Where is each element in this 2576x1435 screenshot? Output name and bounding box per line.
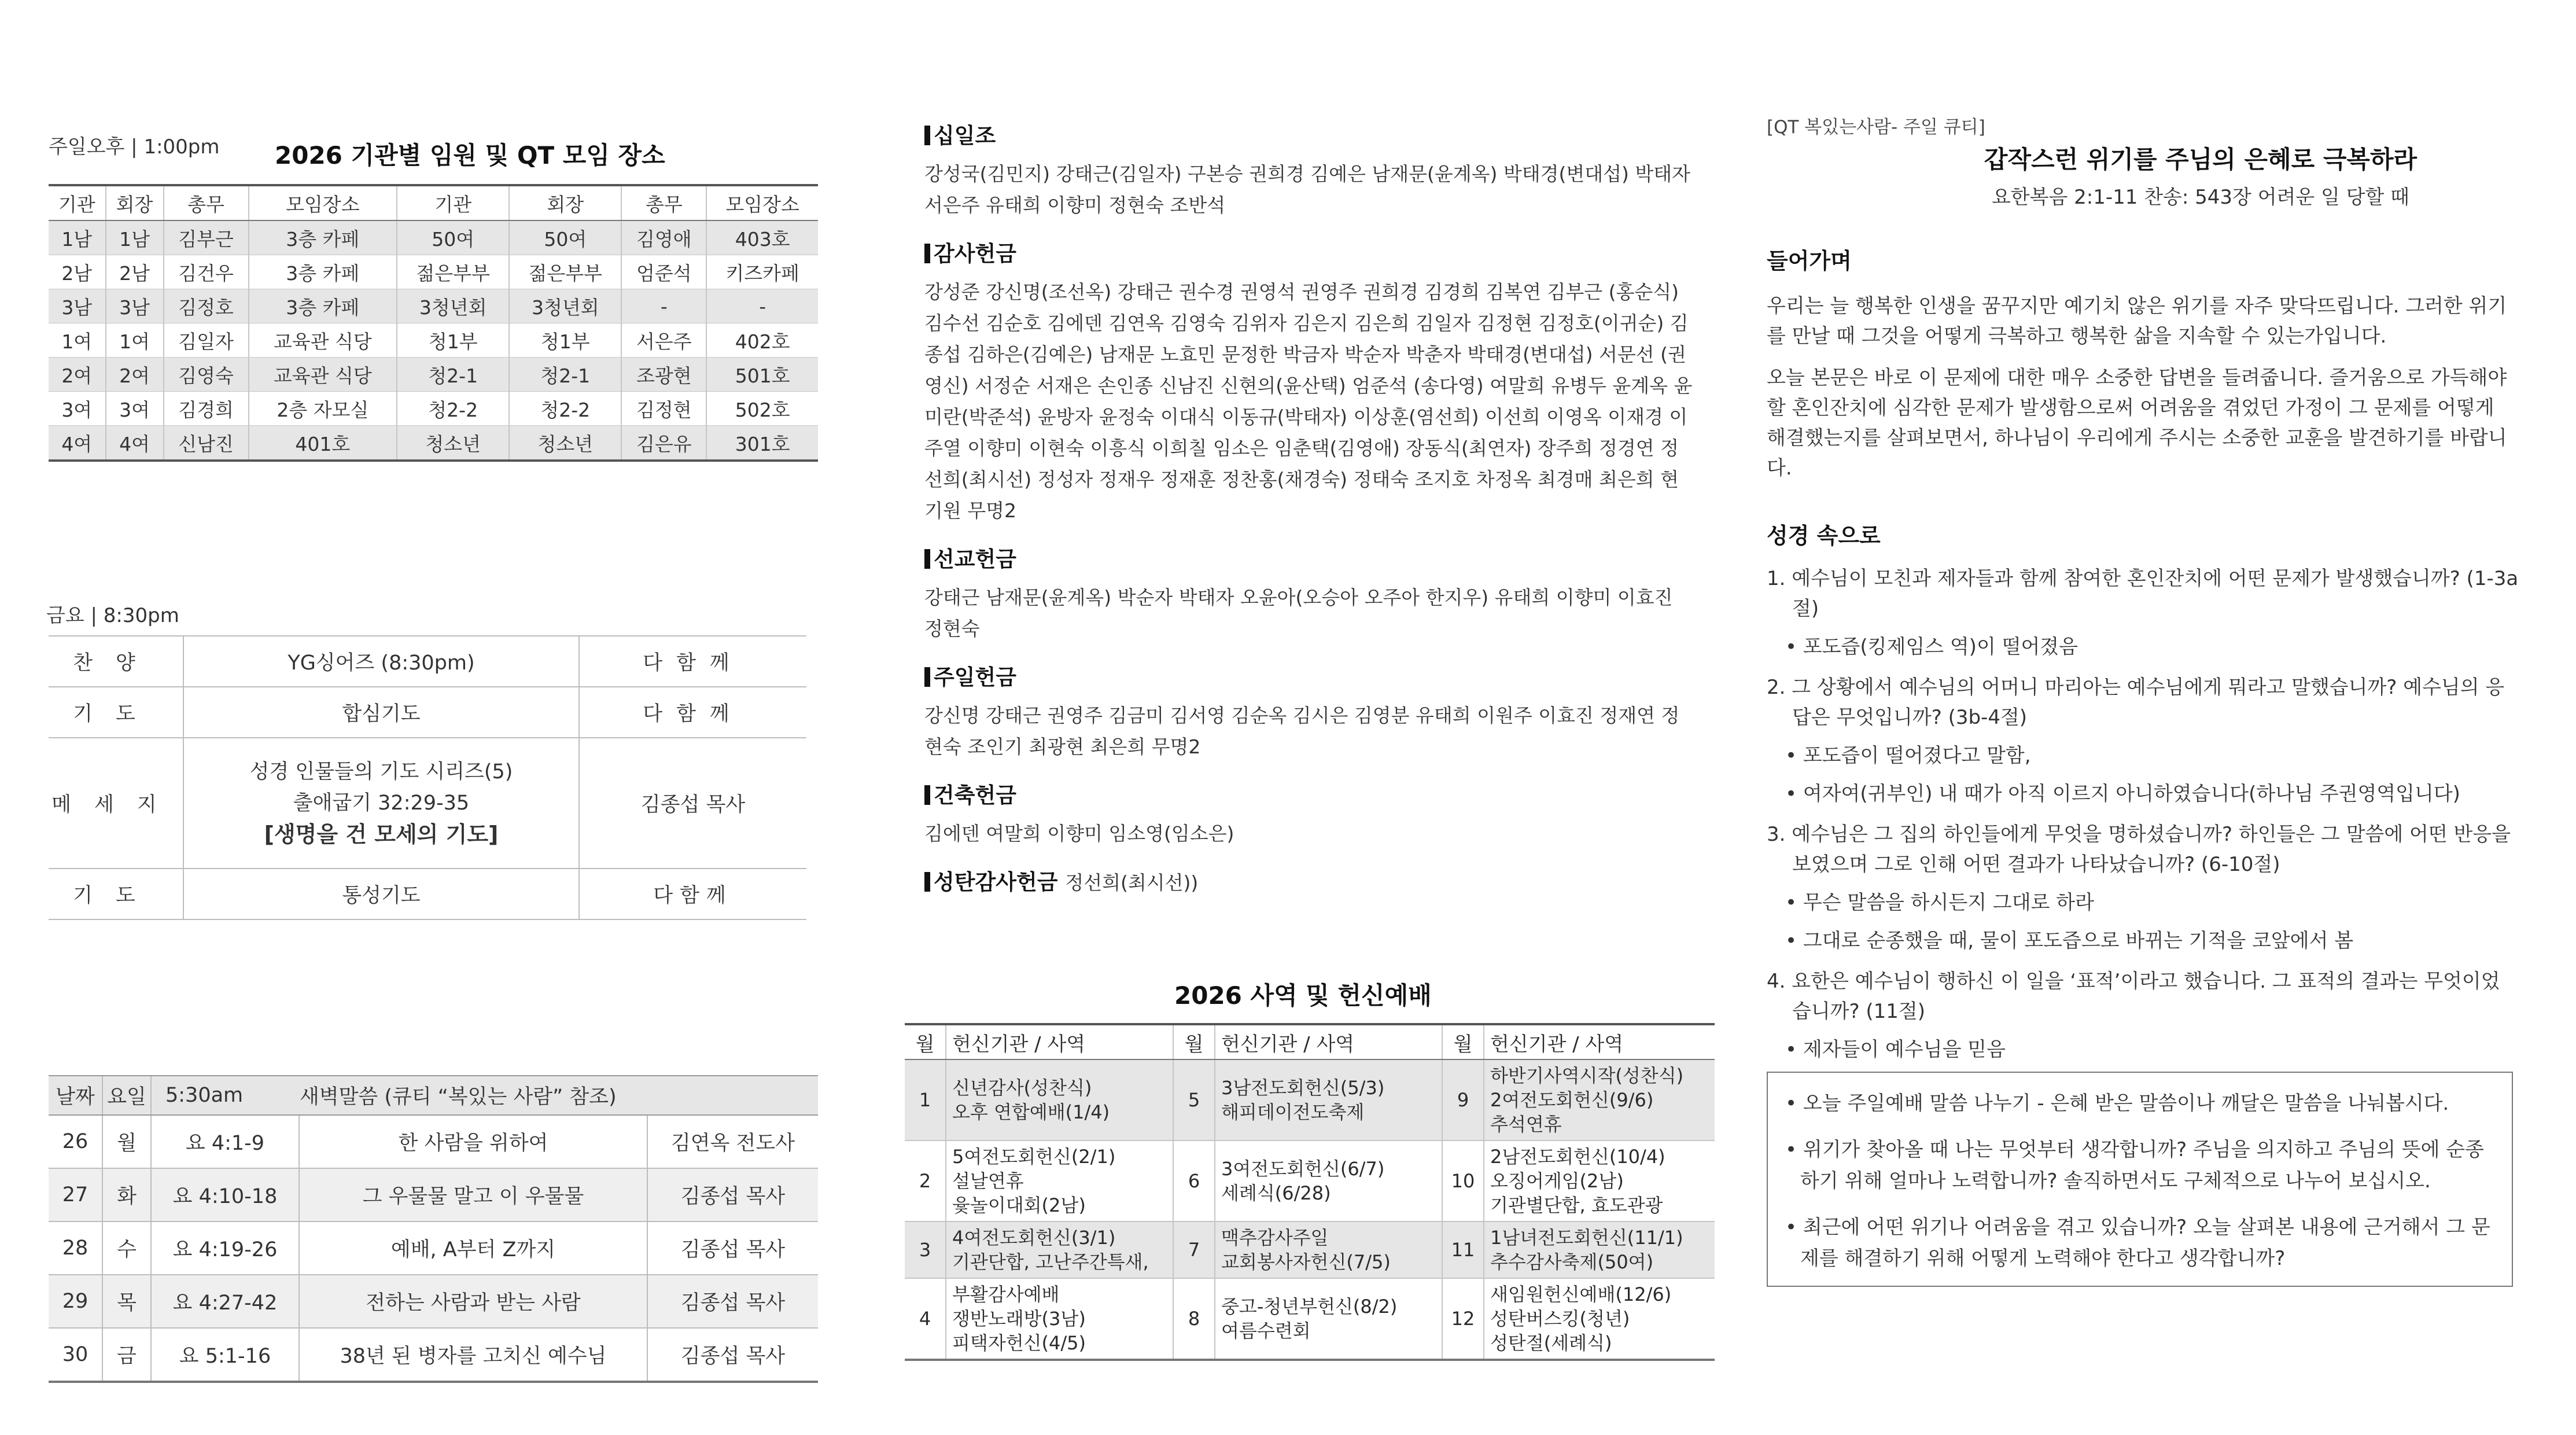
ministry-event: 추석연휴 [1490, 1113, 1562, 1135]
dawn-header [647, 1076, 818, 1115]
friday-row [49, 687, 806, 738]
ministry-event: 3여전도회헌신(6/7) [1221, 1158, 1385, 1180]
ministry-title: 2026 사역 및 헌신예배 [1174, 981, 1432, 1010]
ministry-events [1484, 1059, 1715, 1140]
friday-row [49, 636, 806, 687]
ministry-events [1215, 1278, 1442, 1360]
answer: • 포도즙(킹제임스 역)이 떨어졌음 [1785, 635, 2078, 658]
officers-cell: 김정현 [621, 392, 706, 426]
dawn-table [49, 1075, 818, 1383]
offering-names: 김에덴 여말희 이향미 임소영(임소은) [924, 822, 1234, 845]
officers-header: 회장 [509, 185, 621, 220]
officers-cell: 조광현 [621, 358, 706, 392]
ministry-events [1215, 1059, 1442, 1140]
officers-header: 총무 [621, 185, 706, 220]
dawn-cell: 요 4:1-9 [151, 1115, 299, 1168]
officers-cell: 3청년회 [397, 289, 509, 323]
friday-person: 다함께 [579, 636, 806, 687]
ministry-event: 윷놀이대회(2남) [952, 1194, 1086, 1216]
officers-cell: 김은유 [621, 426, 706, 461]
friday-label: 기도 [49, 869, 183, 919]
ministry-event: 1남녀전도회헌신(11/1) [1490, 1227, 1683, 1249]
friday-label: 찬양 [49, 636, 183, 687]
ministry-event: 성탄절(세례식) [1490, 1332, 1612, 1354]
ministry-month: 7 [1173, 1221, 1215, 1278]
ministry-header: 월 [1173, 1024, 1215, 1059]
ministry-header: 헌신기관 / 사역 [1484, 1024, 1715, 1059]
ministry-event: 3남전도회헌신(5/3) [1221, 1077, 1385, 1099]
officers-cell: 3층 카페 [249, 289, 397, 323]
officers-header: 모임장소 [706, 185, 818, 220]
officers-cell: 청소년 [509, 426, 621, 461]
ministry-event: 5여전도회헌신(2/1) [952, 1146, 1116, 1168]
officers-cell: 2남 [49, 255, 106, 289]
officers-row [49, 323, 818, 358]
dawn-cell: 30 [49, 1328, 102, 1382]
dawn-cell: 김종섭 목사 [647, 1275, 818, 1328]
ministry-month: 10 [1442, 1140, 1484, 1221]
officers-cell: 3청년회 [509, 289, 621, 323]
officers-cell: 3층 카페 [249, 220, 397, 255]
offering-heading: 성탄감사헌금 정선희(최시선)) [924, 864, 1694, 896]
friday-label: 메세지 [49, 738, 183, 869]
officers-cell: - [706, 289, 818, 323]
dawn-cell: 29 [49, 1275, 102, 1328]
dawn-row [49, 1221, 818, 1275]
question: 4. 요한은 예수님이 행하신 이 일을 ‘표적’이라고 했습니다. 그 표적의 결과는 무엇이었습니까? (11절) [1767, 970, 2500, 1023]
officers-cell: 청소년 [397, 426, 509, 461]
intro-paragraph: 우리는 늘 행복한 인생을 꿈꾸지만 예기치 않은 위기를 자주 맞닥뜨립니다. 그러한 위기를 만날 때 그것을 어떻게 극복하고 행복한 삶을 지속할 수 있는가입니다. [1767, 295, 2507, 348]
answer: • 그대로 순종했을 때, 물이 포도즙으로 바뀌는 기적을 코앞에서 봄 [1785, 929, 2354, 952]
ministry-month: 5 [1173, 1059, 1215, 1140]
ministry-row [905, 1059, 1715, 1140]
officers-cell: 2여 [49, 358, 106, 392]
question: 1. 예수님이 모친과 제자들과 함께 참여한 혼인잔치에 어떤 문제가 발생했습니까? (1-3a절) [1767, 567, 2519, 620]
sharing-item: • 위기가 찾아올 때 나는 무엇부터 생각합니까? 주님을 의지하고 주님의 뜻에 순종하기 위해 얼마나 노력합니까? 솔직하면서도 구체적으로 나누어 보십시오. [1785, 1138, 2484, 1193]
dawn-header: 새벽말씀 (큐티 “복있는 사람” 참조) [299, 1076, 647, 1115]
ministry-events [946, 1140, 1173, 1221]
ministry-event: 중고-청년부헌신(8/2) [1221, 1296, 1398, 1318]
ministry-row [905, 1221, 1715, 1278]
ministry-month: 3 [905, 1221, 946, 1278]
officers-cell: 서은주 [621, 323, 706, 358]
ministry-events [1484, 1140, 1715, 1221]
dawn-cell: 27 [49, 1168, 102, 1221]
dawn-cell: 한 사람을 위하여 [299, 1115, 647, 1168]
dawn-cell: 김연옥 전도사 [647, 1115, 818, 1168]
officers-header: 총무 [164, 185, 249, 220]
officers-cell: 50여 [509, 220, 621, 255]
offering-heading: 십일조 [924, 118, 1694, 149]
friday-caption: 금요 | 8:30pm [46, 604, 179, 627]
ministry-event: 맥추감사주일 [1221, 1227, 1329, 1249]
qt-title: 갑작스런 위기를 주님의 은혜로 극복하라 [1984, 145, 2417, 174]
officers-cell: 청1부 [397, 323, 509, 358]
officers-row [49, 358, 818, 392]
officers-cell: 3남 [49, 289, 106, 323]
dawn-cell: 전하는 사람과 받는 사람 [299, 1275, 647, 1328]
offering-names: 강성준 강신명(조선옥) 강태근 권수경 권영석 권영주 권희경 김경희 김복연 김부근 (홍순식) 김수선 김순호 김에덴 김연옥 김영숙 김위자 김은지 김은희 김일자 김정현 김정호(이귀순) 김종섭 김하은(김예은) 남재문 노효민 문정한 박금자 박순자 박춘자 박태경(변대섭) 서문선 (권영신) 서정순 서재은 손인종 신남진 신현의(윤산택) 엄준석 (송다영) 여말희 유병두 윤계옥 윤미란(박준석) 윤방자 윤정숙 이대식 이동규(박태자) 이상훈(염선희) 이선희 이영옥 이재경 이주열 이향미 이현숙 이흥식 이희칠 임소은 임춘택(김영애) 장동식(최연자) 장주희 정경연 정선희(최시선) 정성자 정재우 정재훈 정찬홍(채경숙) 정태숙 조지호 차정옥 최경매 최은희 현기원 무명2 [924, 281, 1693, 522]
officers-cell: 3층 카페 [249, 255, 397, 289]
ministry-event: 2남전도회헌신(10/4) [1490, 1146, 1665, 1168]
officers-cell: 4여 [106, 426, 164, 461]
officers-cell: 키즈카페 [706, 255, 818, 289]
dawn-cell: 수 [102, 1221, 151, 1275]
message-scripture: 출애굽기 32:29-35 [293, 792, 470, 815]
offering-names: 정선희(최시선)) [1065, 871, 1199, 894]
officers-cell: 1여 [106, 323, 164, 358]
ministry-events [946, 1059, 1173, 1140]
officers-cell: 401호 [249, 426, 397, 461]
bible-heading: 성경 속으로 [1767, 523, 1881, 549]
question: 3. 예수님은 그 집의 하인들에게 무엇을 명하셨습니까? 하인들은 그 말씀에 어떤 반응을 보였으며 그로 인해 어떤 결과가 나타났습니까? (6-10절) [1767, 823, 2511, 876]
ministry-row [905, 1140, 1715, 1221]
dawn-row [49, 1328, 818, 1382]
officers-row [49, 426, 818, 461]
ministry-event: 여름수련회 [1221, 1320, 1311, 1342]
questions-list [1767, 564, 2519, 1065]
dawn-cell: 화 [102, 1168, 151, 1221]
friday-table [49, 635, 806, 920]
offering-heading: 선교헌금 [924, 542, 1694, 573]
friday-content: 합심기도 [183, 687, 579, 738]
officers-cell: 2층 자모실 [249, 392, 397, 426]
officers-cell: - [621, 289, 706, 323]
friday-label: 기도 [49, 687, 183, 738]
ministry-table [905, 1023, 1715, 1361]
dawn-cell: 그 우물물 말고 이 우물물 [299, 1168, 647, 1221]
dawn-cell: 28 [49, 1221, 102, 1275]
qt-subtitle: 요한복음 2:1-11 찬송: 543장 어려운 일 당할 때 [1991, 186, 2410, 209]
dawn-cell: 김종섭 목사 [647, 1221, 818, 1275]
officers-row [49, 392, 818, 426]
officers-row [49, 220, 818, 255]
dawn-header: 요일 [102, 1076, 151, 1115]
dawn-cell: 예배, A부터 Z까지 [299, 1221, 647, 1275]
officers-cell: 신남진 [164, 426, 249, 461]
officers-cell: 청1부 [509, 323, 621, 358]
officers-cell: 김영애 [621, 220, 706, 255]
ministry-events [946, 1221, 1173, 1278]
officers-header: 회장 [106, 185, 164, 220]
officers-cell: 4여 [49, 426, 106, 461]
friday-content: YG싱어즈 (8:30pm) [183, 636, 579, 687]
ministry-event: 오징어게임(2남) [1490, 1170, 1624, 1192]
dawn-cell: 김종섭 목사 [647, 1168, 818, 1221]
officers-cell: 김경희 [164, 392, 249, 426]
ministry-events [1215, 1221, 1442, 1278]
ministry-event: 세례식(6/28) [1221, 1182, 1331, 1204]
officers-cell: 청2-1 [397, 358, 509, 392]
ministry-events [946, 1278, 1173, 1360]
friday-person: 김종섭 목사 [579, 738, 806, 869]
officers-cell: 김영숙 [164, 358, 249, 392]
ministry-event: 새임원헌신예배(12/6) [1490, 1283, 1672, 1305]
officers-cell: 403호 [706, 220, 818, 255]
ministry-header: 월 [905, 1024, 946, 1059]
dawn-header: 5:30am [151, 1076, 299, 1115]
officers-cell: 301호 [706, 426, 818, 461]
officers-cell: 1여 [49, 323, 106, 358]
ministry-event: 4여전도회헌신(3/1) [952, 1227, 1116, 1249]
officers-cell: 청2-2 [397, 392, 509, 426]
qt-source: [QT 복있는사람- 주일 큐티] [1767, 117, 1985, 138]
ministry-row [905, 1278, 1715, 1360]
answer: • 무슨 말씀을 하시든지 그대로 하라 [1785, 891, 2094, 914]
officers-title: 2026 기관별 임원 및 QT 모임 장소 [275, 141, 665, 170]
ministry-month: 11 [1442, 1221, 1484, 1278]
officers-cell: 청2-1 [509, 358, 621, 392]
dawn-cell: 26 [49, 1115, 102, 1168]
ministry-event: 교회봉사자헌신(7/5) [1221, 1251, 1391, 1273]
sharing-item: • 최근에 어떤 위기나 어려움을 겪고 있습니까? 오늘 살펴본 내용에 근거해서 그 문제를 해결하기 위해 어떻게 노력해야 한다고 생각합니까? [1785, 1216, 2490, 1270]
officers-cell: 청2-2 [509, 392, 621, 426]
intro-heading: 들어가며 [1767, 248, 1852, 274]
dawn-row [49, 1115, 818, 1168]
ministry-month: 4 [905, 1278, 946, 1360]
ministry-event: 해피데이전도축제 [1221, 1101, 1365, 1123]
offering-heading: 건축헌금 [924, 778, 1694, 809]
sharing-box [1767, 1072, 2513, 1287]
ministry-event: 기관단합, 고난주간특새, [952, 1251, 1149, 1273]
ministry-event: 피택자헌신(4/5) [952, 1332, 1086, 1354]
dawn-cell: 목 [102, 1275, 151, 1328]
officers-cell: 교육관 식당 [249, 323, 397, 358]
ministry-event: 성탄버스킹(청년) [1490, 1308, 1630, 1330]
friday-row [49, 738, 806, 869]
dawn-cell: 요 5:1-16 [151, 1328, 299, 1382]
officers-cell: 502호 [706, 392, 818, 426]
officers-caption: 주일오후 | 1:00pm [49, 135, 220, 159]
ministry-event: 신년감사(성찬식) [952, 1077, 1092, 1099]
officers-cell: 교육관 식당 [249, 358, 397, 392]
ministry-header: 헌신기관 / 사역 [946, 1024, 1173, 1059]
officers-table [49, 184, 818, 462]
question: 2. 그 상황에서 예수님의 어머니 마리아는 예수님에게 뭐라고 말했습니까? 예수님의 응답은 무엇입니까? (3b-4절) [1767, 676, 2505, 729]
dawn-row [49, 1275, 818, 1328]
sharing-item: • 오늘 주일예배 말씀 나누기 - 은혜 받은 말씀이나 깨달은 말씀을 나눠봅시다. [1785, 1092, 2449, 1115]
officers-header: 기관 [49, 185, 106, 220]
ministry-event: 설날연휴 [952, 1170, 1024, 1192]
officers-cell: 젊은부부 [397, 255, 509, 289]
dawn-header: 날짜 [49, 1076, 102, 1115]
ministry-month: 2 [905, 1140, 946, 1221]
officers-cell: 3남 [106, 289, 164, 323]
dawn-cell: 요 4:10-18 [151, 1168, 299, 1221]
answer: • 제자들이 예수님을 믿음 [1785, 1038, 2006, 1061]
officers-cell: 엄준석 [621, 255, 706, 289]
officers-cell: 김부근 [164, 220, 249, 255]
ministry-event: 쟁반노래방(3남) [952, 1308, 1086, 1330]
officers-cell: 2여 [106, 358, 164, 392]
ministry-event: 기관별단합, 효도관광 [1490, 1194, 1663, 1216]
ministry-event: 추수감사축제(50여) [1490, 1251, 1654, 1273]
friday-content: 통성기도 [183, 869, 579, 919]
dawn-row [49, 1168, 818, 1221]
officers-cell: 김일자 [164, 323, 249, 358]
friday-row [49, 869, 806, 919]
ministry-event: 오후 연합예배(1/4) [952, 1101, 1110, 1123]
officers-cell: 501호 [706, 358, 818, 392]
offering-heading: 주일헌금 [924, 660, 1694, 691]
officers-cell: 2남 [106, 255, 164, 289]
offering-names: 강신명 강태근 권영주 김금미 김서영 김순옥 김시은 김영분 유태희 이원주 이효진 정재연 정현숙 조인기 최광현 최은희 무명2 [924, 704, 1680, 758]
ministry-month: 9 [1442, 1059, 1484, 1140]
ministry-month: 1 [905, 1059, 946, 1140]
message-title: [생명을 건 모세의 기도] [264, 822, 499, 847]
offering-heading: 감사헌금 [924, 236, 1694, 267]
offerings-section [924, 118, 1694, 896]
officers-cell: 1남 [49, 220, 106, 255]
intro-paragraph: 오늘 본문은 바로 이 문제에 대한 매우 소중한 답변을 들려줍니다. 즐거움으로 가득해야 할 혼인잔치에 심각한 문제가 발생함으로써 어려움을 겪었던 가정이 그 문제를 어떻게 해결했는지를 살펴보면서, 하나님이 우리에게 주시는 소중한 교훈을 발견하기를 바랍니다. [1767, 366, 2507, 480]
offering-names: 강성국(김민지) 강태근(김일자) 구본승 권희경 김예은 남재문(윤계옥) 박태경(변대섭) 박태자 서은주 유태희 이향미 정현숙 조반석 [924, 163, 1691, 216]
friday-message [183, 738, 579, 869]
officers-row [49, 289, 818, 323]
ministry-events [1484, 1278, 1715, 1360]
ministry-month: 8 [1173, 1278, 1215, 1360]
ministry-events [1215, 1140, 1442, 1221]
dawn-cell: 금 [102, 1328, 151, 1382]
dawn-cell: 김종섭 목사 [647, 1328, 818, 1382]
officers-cell: 3여 [106, 392, 164, 426]
offering-names: 강태근 남재문(윤계옥) 박순자 박태자 오윤아(오승아 오주아 한지우) 유태희 이향미 이효진 정현숙 [924, 586, 1673, 640]
officers-cell: 김건우 [164, 255, 249, 289]
dawn-cell: 요 4:19-26 [151, 1221, 299, 1275]
qt-section [1767, 112, 2519, 1287]
answer: • 여자여(귀부인) 내 때가 아직 이르지 아니하였습니다(하나님 주권영역입니다) [1785, 782, 2460, 805]
message-series: 성경 인물들의 기도 시리즈(5) [249, 760, 513, 783]
officers-cell: 50여 [397, 220, 509, 255]
answer: • 포도즙이 떨어졌다고 말함, [1785, 744, 2031, 767]
ministry-events [1484, 1221, 1715, 1278]
officers-header: 모임장소 [249, 185, 397, 220]
dawn-cell: 월 [102, 1115, 151, 1168]
dawn-cell: 요 4:27-42 [151, 1275, 299, 1328]
officers-cell: 젊은부부 [509, 255, 621, 289]
ministry-month: 12 [1442, 1278, 1484, 1360]
ministry-month: 6 [1173, 1140, 1215, 1221]
ministry-event: 부활감사예배 [952, 1283, 1060, 1305]
ministry-event: 하반기사역시작(성찬식) [1490, 1065, 1684, 1087]
officers-cell: 3여 [49, 392, 106, 426]
friday-person: 다함께 [579, 869, 806, 919]
dawn-cell: 38년 된 병자를 고치신 예수님 [299, 1328, 647, 1382]
officers-cell: 402호 [706, 323, 818, 358]
officers-row [49, 255, 818, 289]
officers-header: 기관 [397, 185, 509, 220]
officers-cell: 1남 [106, 220, 164, 255]
officers-cell: 김정호 [164, 289, 249, 323]
ministry-header: 헌신기관 / 사역 [1215, 1024, 1442, 1059]
ministry-event: 2여전도회헌신(9/6) [1490, 1089, 1654, 1111]
ministry-header: 월 [1442, 1024, 1484, 1059]
friday-person: 다함께 [579, 687, 806, 738]
